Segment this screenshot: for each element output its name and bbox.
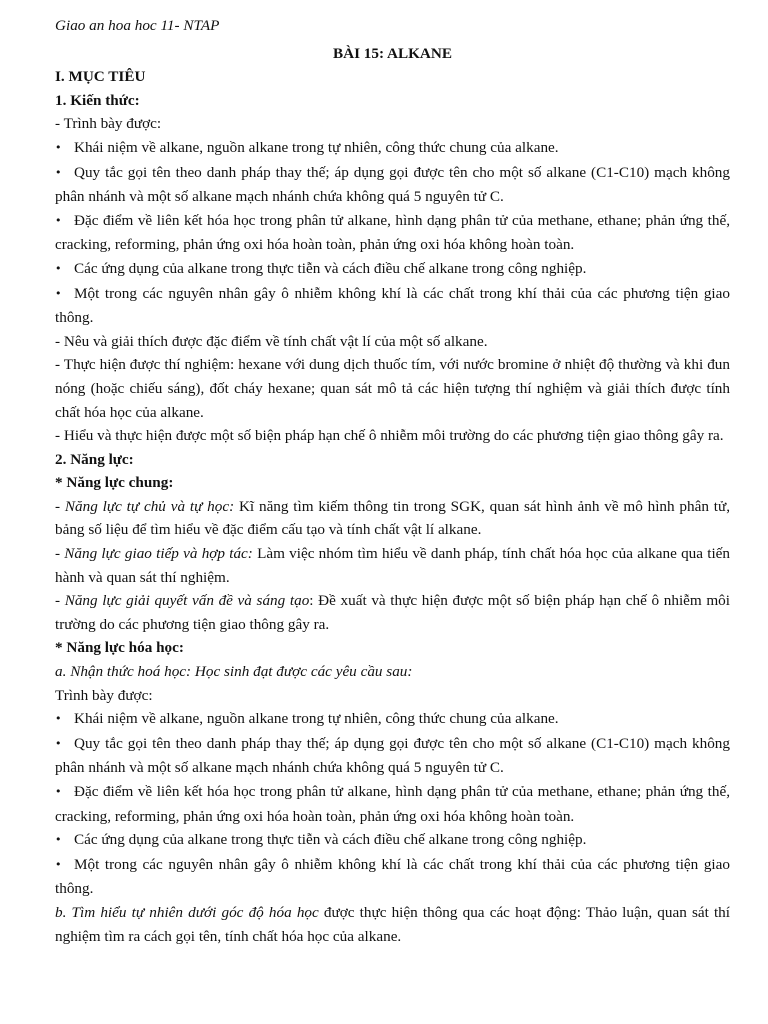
chemistry-competence-heading: * Năng lực hóa học:	[55, 639, 184, 657]
list-item-text: Các ứng dụng của alkane trong thực tiễn và cách điều chế alkane trong công nghiệp.	[74, 831, 587, 849]
bullet-icon	[55, 136, 74, 161]
knowledge-line: - Nêu và giải thích được đặc điểm về tính chất vật lí của một số alkane.	[55, 332, 488, 350]
bullet-icon	[55, 828, 74, 853]
bullet-icon	[55, 853, 74, 878]
list-item	[55, 853, 730, 901]
competence-label: - Năng lực giao tiếp và hợp tác:	[55, 545, 253, 563]
list-item	[55, 136, 730, 161]
knowledge-intro: - Trình bày được:	[55, 115, 162, 133]
knowledge-heading: 1. Kiến thức:	[55, 91, 140, 109]
competence-text: Làm việc nhóm tìm hiểu về danh pháp, tính chất hóa học của alkane qua tiến hành và quan sát thí nghiệm.	[55, 545, 731, 586]
general-competence-heading: * Năng lực chung:	[55, 474, 174, 492]
competence-text: Kĩ năng tìm kiếm thông tin trong SGK, quan sát hình ảnh về mô hình phân tử, bảng số liệu để tìm hiểu về đặc điểm cấu tạo và tính chất vật lí alkane.	[55, 497, 730, 539]
competence-text: : Đề xuất và thực hiện được một số biện pháp hạn chế ô nhiễm môi trường do các phương tiện giao thông gây ra.	[55, 592, 730, 633]
list-item-text: Khái niệm về alkane, nguồn alkane trong tự nhiên, công thức chung của alkane.	[74, 138, 559, 156]
list-item-text: Quy tắc gọi tên theo danh pháp thay thế; áp dụng gọi được tên cho một số alkane (C1-C10) mạch không phân nhánh và một số alkane mạch nhánh chứa không quá 5 nguyên tử C.	[55, 734, 730, 777]
bullet-icon	[55, 209, 74, 234]
list-item	[55, 732, 730, 780]
knowledge-line: - Thực hiện được thí nghiệm: hexane với dung dịch thuốc tím, với nước bromine ở nhiệt độ thường và khi đun nóng (hoặc chiếu sáng), đốt cháy hexane; quan sát mô tả các hiện tượng thí nghiệm và giải thích được tính chất hóa học của alkane.	[55, 356, 730, 421]
list-item-text: Quy tắc gọi tên theo danh pháp thay thế; áp dụng gọi được tên cho một số alkane (C1-C10) mạch không phân nhánh và một số alkane mạch nhánh chứa không quá 5 nguyên tử C.	[55, 163, 730, 206]
list-item-text: Các ứng dụng của alkane trong thực tiễn và cách điều chế alkane trong công nghiệp.	[74, 259, 587, 277]
competence-label: - Năng lực giải quyết vấn đề và sáng tạo	[55, 592, 310, 610]
inquiry-paragraph	[55, 901, 730, 948]
bullet-icon	[55, 707, 74, 732]
general-competence-item	[55, 542, 730, 589]
bullet-icon	[55, 732, 74, 757]
list-item	[55, 282, 730, 330]
list-item-text: Đặc điểm về liên kết hóa học trong phân tử alkane, hình dạng phân tử của methane, ethane; phản ứng thế, cracking, reforming, phản ứng oxi hóa hoàn toàn, phản ứng oxi hóa không hoàn toàn.	[55, 783, 730, 825]
list-item	[55, 209, 730, 257]
list-item-text: Một trong các nguyên nhân gây ô nhiễm không khí là các chất trong khí thải của các phương tiện giao thông.	[55, 284, 730, 327]
bullet-icon	[55, 282, 74, 307]
chemistry-intro: Trình bày được:	[55, 686, 153, 704]
list-item	[55, 161, 730, 209]
page-header: Giao an hoa hoc 11- NTAP	[55, 17, 220, 34]
bullet-icon	[55, 161, 74, 186]
general-competence-item	[55, 495, 730, 542]
inquiry-text: được thực hiện thông qua các hoạt động: Thảo luận, quan sát thí nghiệm tìm ra cách gọi tên, tính chất hóa học của alkane.	[55, 903, 730, 945]
bullet-icon	[55, 780, 74, 805]
chemistry-awareness-heading: a. Nhận thức hoá học: Học sinh đạt được các yêu cầu sau:	[55, 663, 413, 681]
knowledge-line: - Hiểu và thực hiện được một số biện pháp hạn chế ô nhiễm môi trường do các phương tiện giao thông gây ra.	[55, 427, 724, 445]
inquiry-label: b. Tìm hiểu tự nhiên dưới góc độ hóa học	[55, 903, 319, 921]
lesson-title: BÀI 15: ALKANE	[333, 44, 452, 62]
list-item-text: Đặc điểm về liên kết hóa học trong phân tử alkane, hình dạng phân tử của methane, ethane; phản ứng thế, cracking, reforming, phản ứng oxi hóa hoàn toàn, phản ứng oxi hóa không hoàn toàn.	[55, 211, 730, 254]
bullet-icon	[55, 257, 74, 282]
list-item-text: Một trong các nguyên nhân gây ô nhiễm không khí là các chất trong khí thải của các phương tiện giao thông.	[55, 855, 730, 898]
list-item	[55, 780, 730, 828]
competence-heading: 2. Năng lực:	[55, 450, 134, 468]
list-item-text: Khái niệm về alkane, nguồn alkane trong tự nhiên, công thức chung của alkane.	[74, 710, 559, 728]
competence-label: - Năng lực tự chủ và tự học:	[55, 497, 235, 515]
list-item	[55, 707, 730, 732]
list-item	[55, 257, 730, 282]
list-item	[55, 828, 730, 853]
section-objectives-heading: I. MỤC TIÊU	[55, 68, 146, 86]
general-competence-item	[55, 589, 730, 636]
